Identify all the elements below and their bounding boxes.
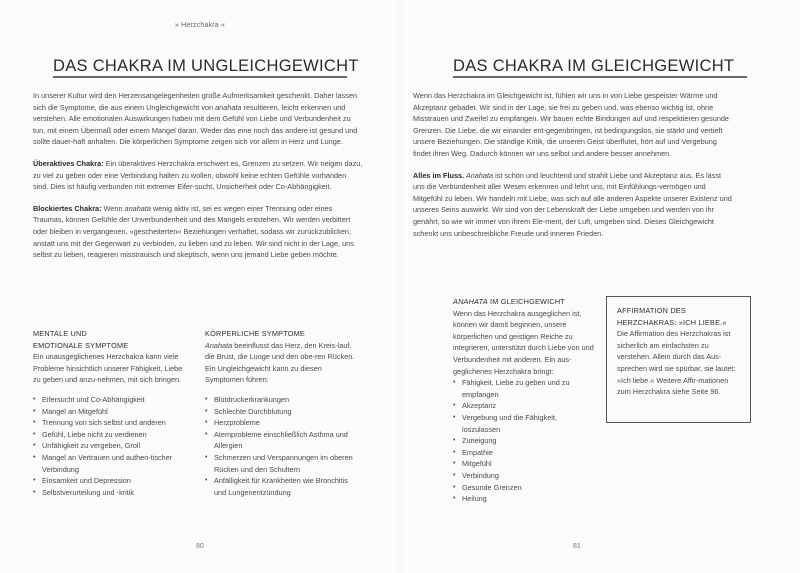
physical-symptoms-intro: Anahata beeinflusst das Herz, den Kreis-lauf, die Brust, die Lunge und den obe-ren Rücken. Ein Ungleichgewicht kann zu diesen Symptomen führen:: [205, 340, 355, 385]
running-head: » Herzchakra «: [174, 22, 226, 29]
page-number: 81: [573, 543, 581, 550]
physical-symptoms-column: [205, 328, 355, 498]
list-item: • Anfälligkeit für Krankheiten wie Bronchitis und Lungenentzündung: [205, 475, 355, 498]
list-item: • Trennung von sich selbst und anderen: [33, 417, 183, 429]
list-item: • Mangel an Mitgefühl: [33, 406, 183, 418]
mental-symptoms-intro: Ein unausgeglichenes Herzchakra kann viele Probleme hinsichtlich unserer Fähigkeit, Liebe zu geben und anzu-nehmen, mit sich bringen.: [33, 352, 183, 385]
affirmation-box: [606, 296, 751, 423]
list-item: • Eifersucht und Co-Abhängigkeit: [33, 394, 183, 406]
affirmation-heading: AFFIRMATION DES HERZCHAKRAS: »ICH LIEBE.«: [617, 306, 727, 327]
blocked-label: Blockiertes Chakra:: [33, 203, 102, 213]
page-title: DAS CHAKRA IM UNGLEICHGEWICHT: [53, 57, 359, 75]
flow-label: Alles im Fluss.: [413, 170, 465, 180]
list-item: • Blutdruckerkrankungen: [205, 394, 355, 406]
balanced-list: [453, 377, 596, 505]
balanced-column: [453, 296, 596, 505]
list-item: • Akzeptanz: [453, 400, 596, 412]
mental-symptoms-list: [33, 394, 183, 498]
list-item: • Einsamkeit und Depression: [33, 475, 183, 487]
list-item: • Gesunde Grenzen: [453, 482, 596, 494]
list-item: • Empathie: [453, 447, 596, 459]
list-item: • Gefühl, Liebe nicht zu verdienen: [33, 429, 183, 441]
list-item: • Atemprobleme einschließlich Asthma und Allergien: [205, 429, 355, 452]
right-body: [413, 90, 733, 249]
list-item: • Selbstverurteilung und -kritik: [33, 487, 183, 499]
overactive-label: Überaktives Chakra:: [33, 158, 104, 168]
mental-symptoms-column: [33, 328, 183, 498]
list-item: • Schmerzen und Verspannungen im oberen Rücken und den Schultern: [205, 452, 355, 475]
page-number: 80: [196, 543, 204, 550]
list-item: • Verbindung: [453, 470, 596, 482]
balanced-intro: Wenn das Herzchakra ausgeglichen ist, können wir damit beginnen, unsere körperlichen und geistigen Reiche zu integrieren, unterstützt durch Liebe von und Verbundenheit mit anderen. Ein aus-geglichenes Herzchakra bringt:: [453, 308, 594, 376]
physical-symptoms-heading: KÖRPERLICHE SYMPTOME: [205, 329, 305, 338]
list-item: • Schlechte Durchblutung: [205, 406, 355, 418]
list-item: • Vergebung und die Fähigkeit, loszulassen: [453, 412, 596, 435]
intro-paragraph: In unserer Kultur wird den Herzensangelegenheiten große Aufmerksamkeit geschenkt. Daher lassen sich die Symptome, die aus einem Ungleichgewicht von anahata resultieren, leicht erkennen und verstehen. Alle emotionalen Auswirkungen haben mit dem Gefühl von Liebe und Verbundenheit zu tun, mit einem Übermaß oder einem Mangel daran. Weder das eine noch das andere ist gesund und sollte dauer-haft anhalten. Die körperlichen Symptome zeigen sich vor allem in Herz und Lunge.: [33, 91, 358, 147]
list-item: • Zuneigung: [453, 435, 596, 447]
right-page: [400, 0, 800, 573]
page-title: DAS CHAKRA IM GLEICHGEWICHT: [453, 57, 735, 75]
title-rule: [53, 76, 347, 78]
mental-symptoms-heading: MENTALE UND EMOTIONALE SYMPTOME: [33, 329, 129, 350]
list-item: • Mangel an Vertrauen und authen-tischer Verbindung: [33, 452, 183, 475]
left-body: [33, 90, 363, 271]
overactive-paragraph: Überaktives Chakra: Ein überaktives Herzchakra erschwert es, Grenzen zu setzen. Wir neigen dazu, zu viel zu geben oder eine Verbindung halten zu wollen, obwohl keine echten Gefühle vorhanden sind. Dies ist häufig verbunden mit extremer Eifer-sucht, Unsicherheit oder Co-Abhängigkeit.: [33, 158, 363, 192]
title-rule: [453, 76, 747, 78]
balanced-heading: ANAHATA IM GLEICHGEWICHT: [453, 297, 565, 306]
list-item: • Mitgefühl: [453, 458, 596, 470]
list-item: • Unfähigkeit zu vergeben, Groll: [33, 440, 183, 452]
blocked-paragraph: Blockiertes Chakra: Wenn anahata wenig aktiv ist, sei es wegen einer Trennung oder eines Traumas, können Gefühle der Unverbundenheit und des Mangels entstehen. Wir werden verbittert oder bleiben in vergangenen, »gescheiterten« Beziehungen verhaftet, sodass wir zurückzublicken, anstatt uns mit der Gegenwart zu verbinden, zu lieben und zu leben. Wir sind nicht in der Lage, uns selbst zu lieben, reagieren misstrauisch und skeptisch, wenn uns jemand Liebe geben möchte.: [33, 203, 354, 260]
intro-paragraph: Wenn das Herzchakra im Gleichgewicht ist, fühlen wir uns in von Liebe gespeister Wärme und Akzeptanz gebadet. Wir sind in der Lage, sie frei zu geben und, was ebenso wichtig ist, ohne Misstrauen und Zweifel zu empfangen. Wir bauen echte Bindungen auf und respektieren gesunde Grenzen. Die Liebe, die wir einander ent-gegenbringen, ist bedingungslos, sie stärkt und vertieft unsere Beziehungen. Die ständige Kritik, die unseren Geist überflutet, hört auf und Vergebung findet ihren Weg. Dadurch können wir uns selbst und andere besser annehmen.: [413, 91, 729, 158]
list-item: • Herzprobleme: [205, 417, 355, 429]
list-item: • Fähigkeit, Liebe zu geben und zu empfangen: [453, 377, 596, 400]
list-item: • Heilung: [453, 493, 596, 505]
physical-symptoms-list: [205, 394, 355, 498]
affirmation-text: Die Affirmation des Herzchakras ist sicherlich am einfachsten zu verstehen. Allein durch das Aus-sprechen wird sie spürbar, sie lautet: »Ich liebe.« Weitere Affir-mationen zum Herzchakra siehe Seite 96.: [617, 329, 736, 397]
flow-paragraph: Alles im Fluss. Anahata ist schön und leuchtend und strahlt Liebe und Akzeptanz aus. Es lässt uns die Verbundenheit aller Wesen erkennen und lehrt uns, mit Einfühlungs-vermögen und Mitgefühl zu leben. Wir handeln mit Liebe, was sich auf alle anderen Aspekte unserer Existenz und unseres Seins auswirkt. Wir sind von der Lebenskraft der Liebe umgeben und werden von ihr genährt, so wie wir immer von ihrem Ele-ment, der Luft, umgeben sind. Dieses Gleichgewicht schenkt uns unbeschreibliche Freude und inneren Frieden.: [413, 170, 732, 238]
